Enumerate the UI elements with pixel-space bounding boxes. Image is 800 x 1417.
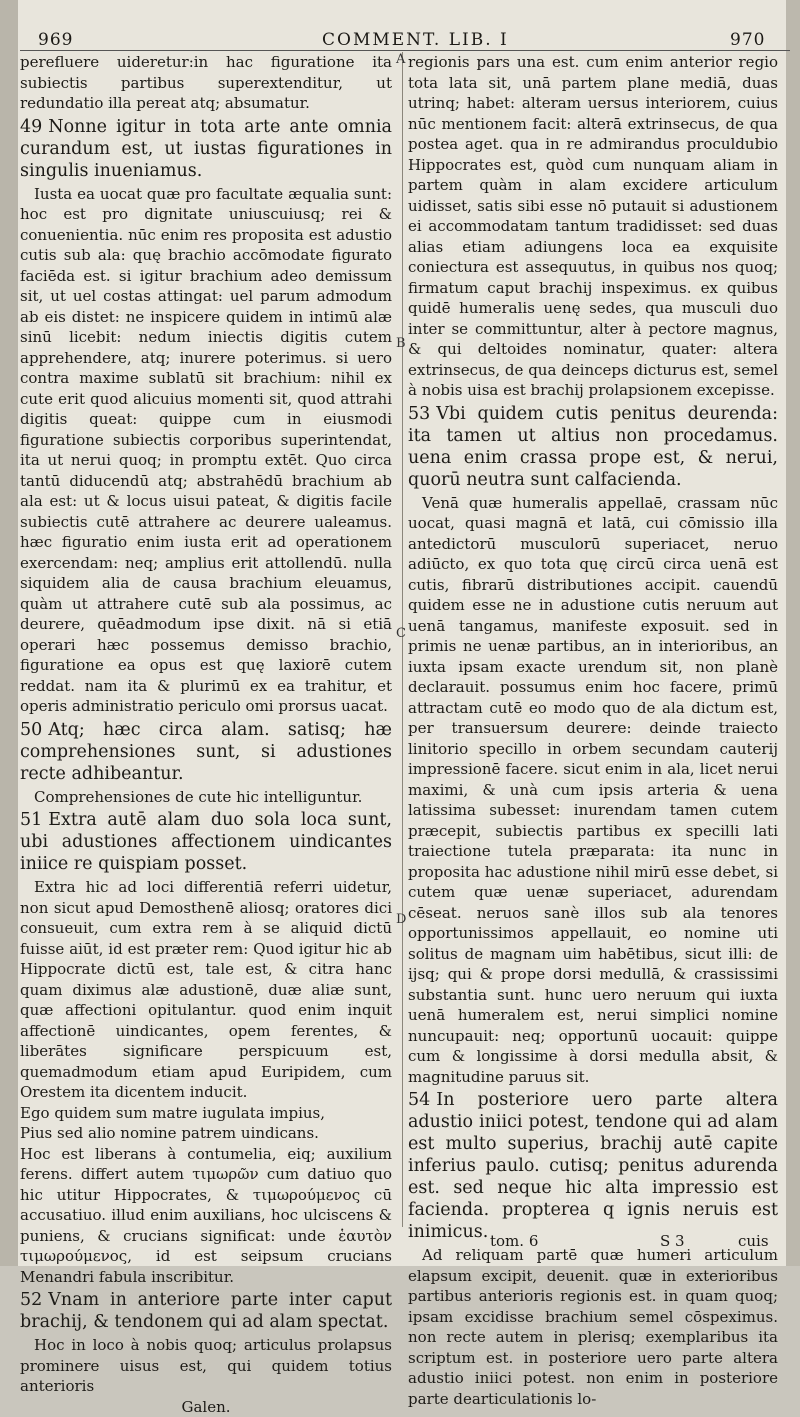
section-heading	[20, 809, 392, 875]
section-number: 52	[20, 1290, 42, 1310]
signature-tom: tom. 6	[490, 1232, 538, 1250]
margin-letter-c: C	[396, 626, 406, 641]
section-heading-text: Extra autē alam duo sola loca sunt, ubi adustiones affectionem uindicantes iniice re quispiam posset.	[20, 810, 392, 874]
page-number-left: 969	[38, 30, 73, 50]
section-heading-text: Vbi quidem cutis penitus deurenda: ita tamen ut altius non procedamus. uena enim crassa prope est, & nerui, quorū neutra sunt calfacienda.	[408, 404, 778, 490]
running-title: COMMENT. LIB. I	[322, 30, 509, 50]
body-paragraph: Hoc est liberans à contumelia, eiq; auxilium ferens. differt autem τιμωρῶν cum datiuo quo hic utitur Hippocrates, & τιμωρούμενος cū accusatiuo. illud enim auxilians, hoc ulciscens & puniens, & crucians significat: unde ἑαυτὸν τιμωρούμενος, id est seipsum crucians Menandri fabula inscribitur.	[20, 1144, 392, 1288]
header-rule	[20, 50, 790, 51]
section-number: 50	[20, 720, 42, 740]
section-number: 49	[20, 117, 42, 137]
section-number: 51	[20, 810, 42, 830]
section-heading-text: In posteriore uero parte altera adustio iniici potest, tendone qui ad alam est multo superius, brachij autē capite inferius paulo. cutisq; penitus adurenda est. sed neque hic alta impressio est facienda. propterea q ignis neruis est inimicus.	[408, 1090, 778, 1242]
body-paragraph: Ego quidem sum matre iugulata impius,	[20, 1103, 392, 1124]
margin-letter-b: B	[396, 336, 406, 351]
body-paragraph: Ad reliquam partē quæ humeri articulum elapsum excipit, deuenit. quæ in exterioribus partibus anterioris regionis est. in quam quoq; ipsam excidisse brachium semel cōspeximus. non recte autem in plerisq; exemplaribus ita scriptum est. in posteriore uero parte altera adustio iniici potest. non enim in posteriore parte dearticulationis lo-	[408, 1245, 778, 1409]
section-heading-text: Nonne igitur in tota arte ante omnia curandum est, ut iustas figurationes in singulis inueniamus.	[20, 117, 392, 181]
section-heading-text: Vnam in anteriore parte inter caput brachij, & tendonem qui ad alam spectat.	[20, 1290, 392, 1332]
catchword-left: Galen.	[20, 1397, 392, 1417]
body-paragraph: regionis pars una est. cum enim anterior regio tota lata sit, unā partem plane mediā, duas utrinq; habet: alteram uersus interiorem, cuius nūc mentionem facit: alterā extrinsecus, de qua postea aget. qua in re admirandus proculdubio Hippocrates est, quòd cum nunquam aliam in partem quàm in alam excidere articulum uidisset, satis sibi esse nō putauit si adustionem ei accommodatam tantum tradidisset: sed duas alias etiam adiungens loca ea exquisite coniectura est assequutus, in quibus nos quoq; firmatum caput brachij inspeximus. ex quibus quidē humeralis uenę sedes, qua musculi duo inter se committuntur, alter à pectore magnus, & qui deltoides nominatur, quater: altera extrinsecus, de qua deinceps dicturus est, semel à nobis uisa est brachij prolapsionem excepisse.	[408, 52, 778, 401]
section-heading	[20, 1289, 392, 1333]
signature-mark: S 3	[660, 1232, 685, 1250]
margin-letter-d: D	[396, 912, 406, 927]
body-paragraph: Hoc in loco à nobis quoq; articulus prolapsus prominere uisus est, qui quidem totius anterioris	[20, 1335, 392, 1397]
page-footer	[0, 1226, 800, 1256]
section-number: 53	[408, 404, 430, 424]
body-paragraph: perefluere uideretur:in hac figuratione ita subiectis partibus superextenditur, ut redundatio illa pereat atq; absumatur.	[20, 52, 392, 114]
body-paragraph: Extra hic ad loci differentiā referri uidetur, non sicut apud Demosthenē aliosq; oratores dici consueuit, cum extra rem à se aliquid dictū fuisse aiūt, id est præter rem: Quod igitur hic ab Hippocrate dictū est, tale est, & citra hanc quam diximus alæ adustionē, duæ aliæ sunt, quæ affectioni opitulantur. quod enim inquit affectionē uindicantes, opem ferentes, & liberātes significare perspicuum est, quemadmodum etiam apud Euripidem, cum Orestem ita dicentem inducit.	[20, 877, 392, 1103]
margin-letter-a: A	[396, 52, 405, 67]
body-paragraph: Comprehensiones de cute hic intelliguntur.	[20, 787, 392, 808]
section-heading	[408, 403, 778, 491]
body-paragraph: Iusta ea uocat quæ pro facultate æqualia sunt: hoc est pro dignitate uniuscuiusq; rei & conuenientia. nūc enim res proposita est adustio cutis sub ala: quę brachio accōmodate figurato faciēda est. si igitur brachium adeo demissum sit, ut uel costas attingat: uel parum admodum ab eis distet: ne inspicere quidem in intimū alæ sinū licebit: nedum iniectis digitis cutem apprehendere, atq; inurere poterimus. si uero contra maxime sublatū sit brachium: nihil ex cute erit quod alicuius momenti sit, quod attrahi digitis queat: quippe cum in eiusmodi figuratione subiectis corporibus superintendat, ita ut nerui quoq; in promptu extēt. Quo circa tantū diducendū atq; abstrahēdū brachium ab ala est: ut & locus uisui pateat, & digitis facile subiectis cutē attrahere ac deurere ualeamus. hæc figuratio enim iusta erit ad operationem exercendam: neq; amplius erit attollendū. nulla siquidem alia de causa brachium eleuamus, quàm ut attrahere cutē sub ala possimus, ac deurere, quēadmodum ipse dixit. nā si etiā operari hæc possemus demisso brachio, figuratione ea opus est quę laxiorē cutem reddat. nam ita & plurimū ex ea trahitur, et operis administratio periculo omi prorsus uacat.	[20, 184, 392, 717]
right-column	[408, 52, 778, 1230]
section-heading	[408, 1089, 778, 1243]
left-column	[20, 52, 392, 1230]
body-paragraph: Venā quæ humeralis appellaē, crassam nūc uocat, quasi magnā et latā, cui cōmissio illa antedictorū musculorū superiacet, neruo adiūcto, ex quo tota quę circū circa uenā est cutis, fibrarū distributiones accipit. cauendū quidem esse ne in adustione cutis neruum aut uenā tangamus, manifeste exposuit. sed in primis ne uenæ partibus, an in interioribus, an iuxta ipsam exacte urendum sit, non planè declarauit. possumus enim hoc facere, primū attractam cutē eo modo quo de ala dictum est, per transuersum deurere: deinde traiecto linitorio specillo in orbem secundam cauterij impressionē facere. sicut enim in ala, licet nerui maximi, & unà cum ipsis arteria & uena latissima subesset: inurendam tamen cutem præcepit, subiectis partibus ex specilli lati traiectione tutela præparata: ita nunc in proposita hac adustione nihil mirū esse debet, si cutem quæ uenæ superiacet, adurendam cēseat. neruos sanè illos sub ala tenores opportunissimos appellauit, eo nomine uti solitus de magnam uim habētibus, sicut illi: de ijsq; qui & prope dorsi medullā, & crassissimi substantia sunt. hunc uero neruum qui iuxta uenā humeralem est, nerui simplici nomine nuncupauit: neq; opportunū uocauit: quippe cum & longissime à dorsi medulla absit, & magnitudine paruus sit.	[408, 493, 778, 1088]
page-shadow-left	[0, 0, 18, 1266]
section-heading	[20, 116, 392, 182]
section-heading	[20, 719, 392, 785]
page-number-right: 970	[730, 30, 765, 50]
catchword-right: cuis	[738, 1232, 769, 1250]
section-heading-text: Atq; hæc circa alam. satisq; hæ comprehensiones sunt, si adustiones recte adhibeantur.	[20, 720, 392, 784]
section-number: 54	[408, 1090, 430, 1110]
body-paragraph: Pius sed alio nomine patrem uindicans.	[20, 1123, 392, 1144]
page-shadow-right	[786, 0, 800, 1266]
